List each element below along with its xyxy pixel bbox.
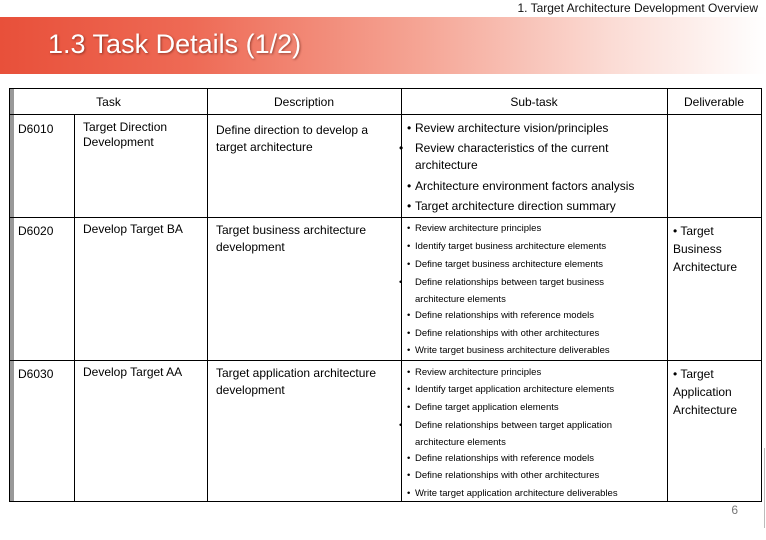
task-details-table <box>9 88 762 502</box>
subtask-item: • Review architecture principles <box>407 367 542 378</box>
subtask-item: • Define target application elements <box>407 402 559 413</box>
deliverable-item: • Target Application Architecture <box>673 367 738 417</box>
task-description: Target application architecture development <box>216 366 377 397</box>
table-left-edge <box>10 89 14 501</box>
row-divider <box>10 360 761 361</box>
task-id: D6020 <box>18 224 54 238</box>
col-divider <box>667 114 668 501</box>
page-number: 6 <box>731 503 738 517</box>
page-title: 1.3 Task Details (1/2) <box>48 29 302 59</box>
subtask-item: • Define relationships with other architectures <box>407 470 600 481</box>
subtask-item: • Define relationships between target business architecture elements <box>399 277 605 305</box>
col-divider <box>401 114 402 501</box>
subtask-item: • Define relationships with other architectures <box>407 328 600 339</box>
subtask-item: • Identify target application architecture elements <box>407 384 615 395</box>
task-name: Target Direction Development <box>83 120 168 149</box>
page-edge-rule <box>764 448 765 528</box>
subtask-item: • Write target business architecture deliverables <box>407 345 610 356</box>
subtask-item: • Define relationships between target application architecture elements <box>399 420 612 448</box>
subtask-item: • Identify target business architecture elements <box>407 241 607 252</box>
subtask-item: • Architecture environment factors analysis <box>407 179 635 193</box>
deliverable-item: • Target Business Architecture <box>673 224 738 274</box>
section-caption: 1. Target Architecture Development Overview <box>517 1 758 15</box>
task-name: Develop Target BA <box>83 222 183 236</box>
subtask-item: • Define relationships with reference models <box>407 310 595 321</box>
task-description: Target business architecture development <box>216 223 367 254</box>
subtask-item: • Review architecture vision/principles <box>407 121 609 135</box>
task-id: D6010 <box>18 122 54 136</box>
task-id: D6030 <box>18 367 54 381</box>
subtask-item: • Define relationships with reference models <box>407 453 595 464</box>
col-header-subtask: Sub-task <box>510 95 558 109</box>
col-header-description: Description <box>273 95 335 109</box>
col-header-deliverable: Deliverable <box>683 95 745 109</box>
subtask-item: • Write target application architecture deliverables <box>407 488 618 499</box>
col-divider <box>74 114 75 501</box>
subtask-item: • Define target business architecture elements <box>407 259 603 270</box>
task-description: Define direction to develop a target architecture <box>216 123 369 154</box>
subtask-item: • Review characteristics of the current architecture <box>399 141 609 172</box>
subtask-item: • Target architecture direction summary <box>407 199 616 213</box>
col-divider <box>207 114 208 501</box>
header-divider <box>10 114 761 115</box>
col-header-task: Task <box>96 95 121 109</box>
subtask-item: • Review architecture principles <box>407 223 542 234</box>
task-name: Develop Target AA <box>83 365 183 379</box>
row-divider <box>10 217 761 218</box>
